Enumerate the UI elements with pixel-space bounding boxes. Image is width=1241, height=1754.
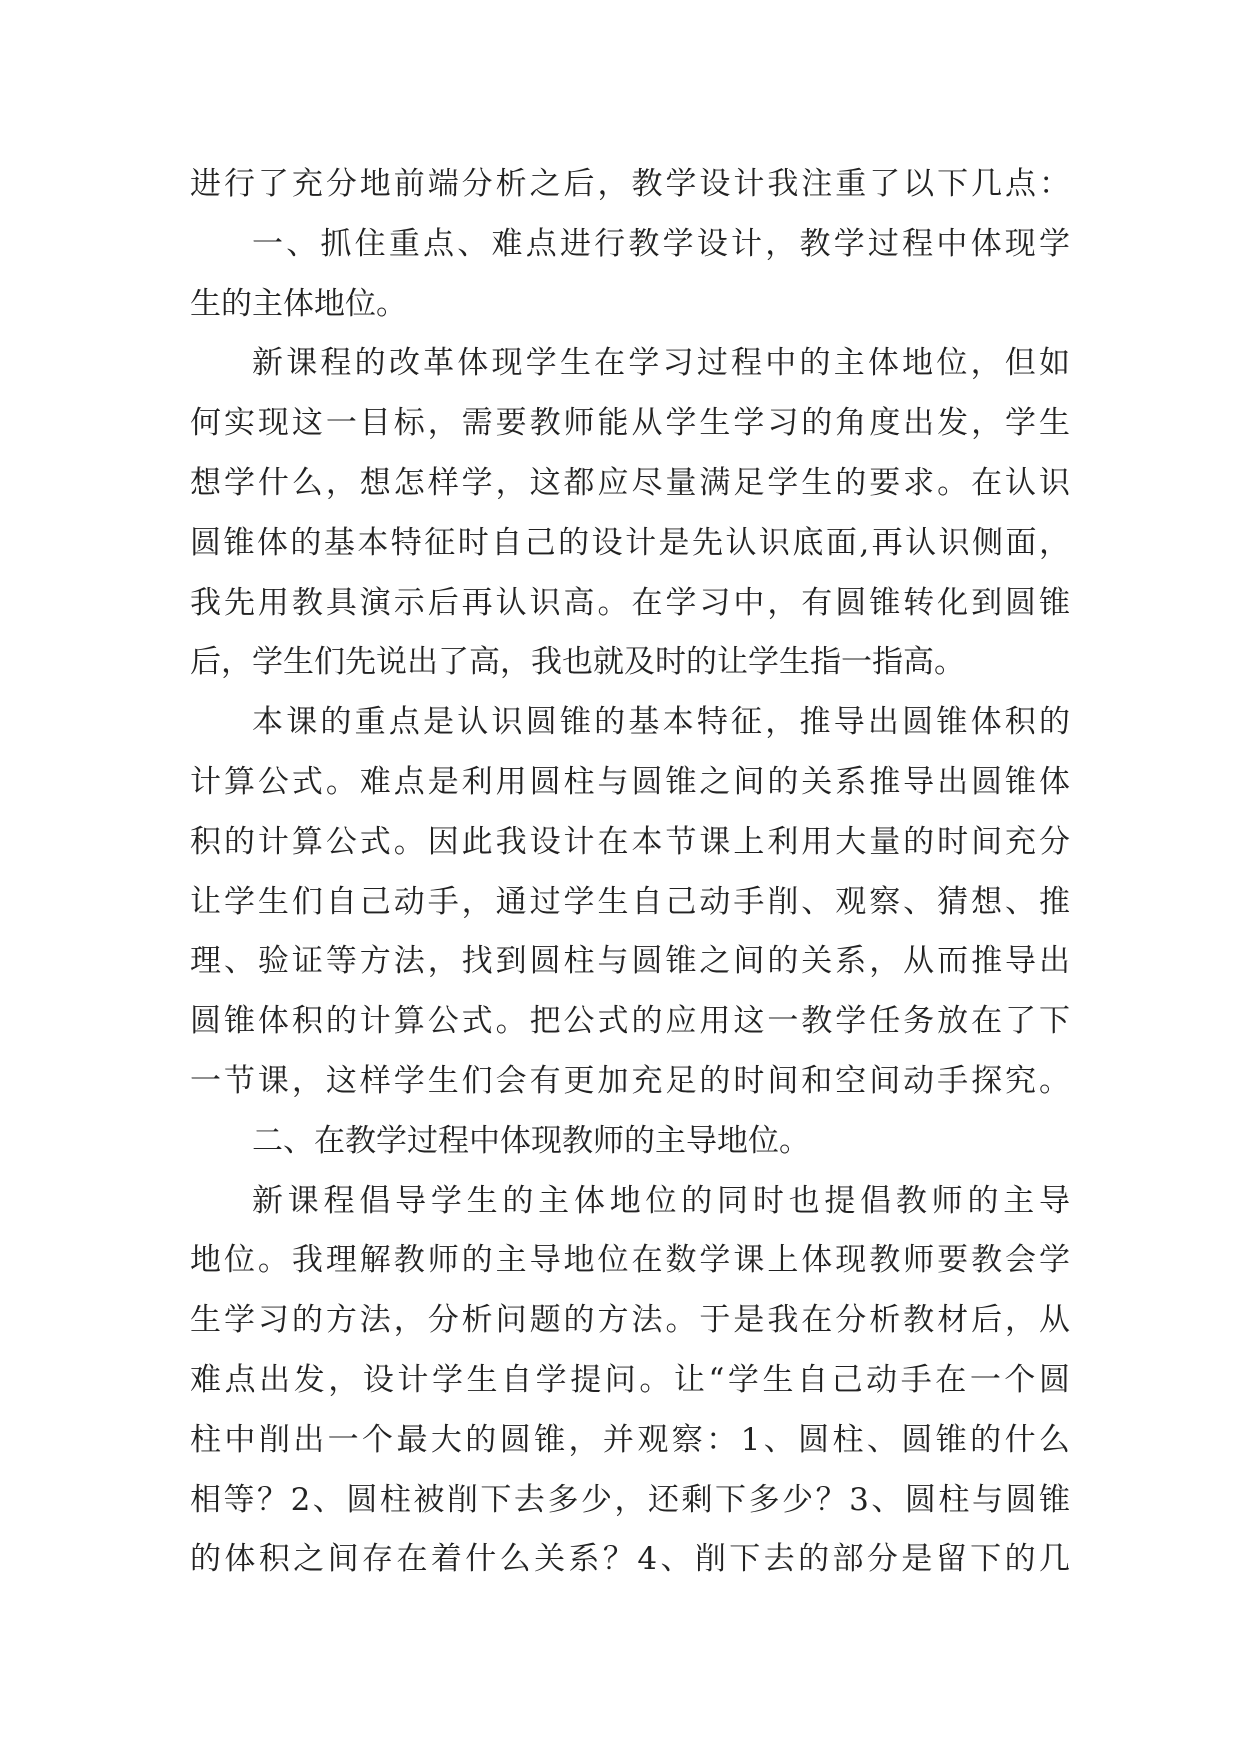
text-line: 让学生们自己动手，通过学生自己动手削、观察、猜想、推 — [190, 883, 1070, 920]
text-line: 圆锥体积的计算公式。把公式的应用这一教学任务放在了下 — [190, 1003, 1070, 1040]
text-line: 圆锥体的基本特征时自己的设计是先认识底面,再认识侧面， — [190, 524, 1070, 561]
text-line: 相等？2、圆柱被削下去多少，还剩下多少？3、圆柱与圆锥 — [190, 1481, 1070, 1518]
text-line: 积的计算公式。因此我设计在本节课上利用大量的时间充分 — [190, 823, 1070, 860]
text-line: 地位。我理解教师的主导地位在数学课上体现教师要教会学 — [190, 1242, 1070, 1279]
text-line: 一节课，这样学生们会有更加充足的时间和空间动手探究。 — [190, 1062, 1070, 1099]
text-line: 本课的重点是认识圆锥的基本特征，推导出圆锥体积的 — [252, 704, 1070, 741]
text-line: 柱中削出一个最大的圆锥，并观察：1、圆柱、圆锥的什么 — [190, 1421, 1070, 1458]
text-line: 想学什么，想怎样学，这都应尽量满足学生的要求。在认识 — [190, 464, 1070, 501]
text-line: 理、验证等方法，找到圆柱与圆锥之间的关系，从而推导出 — [190, 943, 1070, 980]
text-line: 二、在教学过程中体现教师的主导地位。 — [252, 1122, 810, 1159]
body-text — [190, 155, 1070, 1590]
text-line: 的体积之间存在着什么关系？4、削下去的部分是留下的几 — [190, 1541, 1070, 1578]
text-line: 新课程倡导学生的主体地位的同时也提倡教师的主导 — [252, 1182, 1070, 1219]
text-line: 计算公式。难点是利用圆柱与圆锥之间的关系推导出圆锥体 — [190, 763, 1070, 800]
text-line: 我先用教具演示后再认识高。在学习中，有圆锥转化到圆锥 — [190, 584, 1070, 621]
text-line: 一、抓住重点、难点进行教学设计，教学过程中体现学 — [252, 225, 1070, 262]
text-line: 何实现这一目标，需要教师能从学生学习的角度出发，学生 — [190, 405, 1070, 442]
text-line: 进行了充分地前端分析之后，教学设计我注重了以下几点： — [190, 166, 1070, 202]
text-line: 新课程的改革体现学生在学习过程中的主体地位，但如 — [252, 345, 1070, 382]
text-line: 生的主体地位。 — [190, 285, 407, 322]
text-line: 难点出发，设计学生自学提问。让“学生自己动手在一个圆 — [190, 1361, 1070, 1398]
text-line: 生学习的方法，分析问题的方法。于是我在分析教材后，从 — [190, 1302, 1070, 1339]
text-line: 后，学生们先说出了高，我也就及时的让学生指一指高。 — [190, 644, 965, 681]
